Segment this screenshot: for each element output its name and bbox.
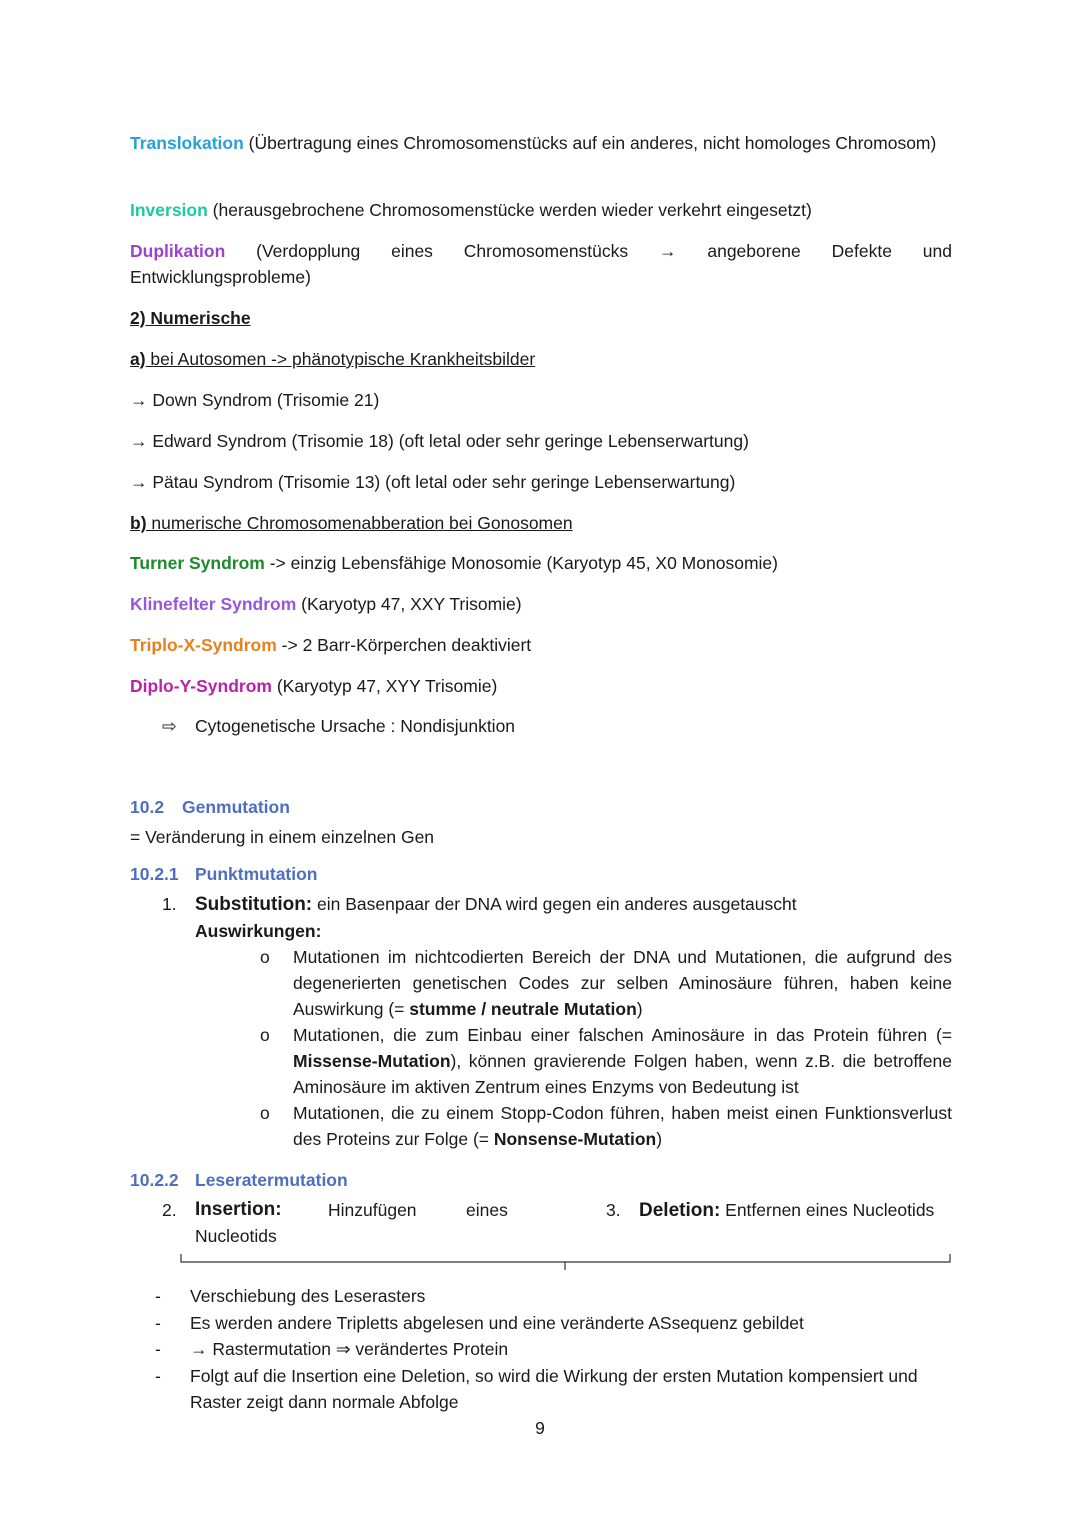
duplikation-paragraph <box>130 238 952 290</box>
cause-line: ⇨ Cytogenetische Ursache : Nondisjunktion <box>162 713 984 739</box>
triplo-item: Triplo-X-Syndrom -> 2 Barr-Körperchen deaktiviert <box>130 635 532 655</box>
inversion-paragraph <box>130 197 952 223</box>
list-item: - Es werden andere Tripletts abgelesen und eine veränderte ASsequenz gebildet <box>155 1312 804 1333</box>
arrow-right-icon: ⇨ <box>162 716 177 736</box>
translokation-text: (Übertragung eines Chromosomenstücks auf ein anderes, nicht homologes Chromosom) <box>243 133 937 153</box>
translokation-term: Translokation <box>130 133 244 153</box>
duplikation-text: (Verdopplung eines Chromosomenstücks → angeborene Defekte und Entwicklungsprobleme) <box>130 241 952 287</box>
leseratermutation-heading: 10.2.2 Leseratermutation <box>130 1170 348 1190</box>
document-page: Translokation (Übertragung eines Chromosomenstücks auf ein anderes, nicht homologes Chromosom) Inversion (herausgebrochene Chromosomenstücke werden wieder verkehrt eingesetzt) Duplikation (Verdopplung eines Chromosomenstücks → angeborene Defekte und Entwicklungsprobleme) 2) Numerische a) bei Autosomen -> phänotypische Krankheitsbilder → Down Syndrom (Trisomie 21) → Edward Syndrom (Trisomie 18) (oft letal oder sehr geringe Lebenserwartung) → Pätau Syndrom (Trisomie 13) (oft letal oder sehr geringe Lebenserwartung) b) numerische Chromosomenabberation bei Gonosomen Turner Syndrom -> einzig Lebensfähige Monosomie (Karyotyp 45, X0 Monosomie) Klinefelter Syndrom (Karyotyp 47, XXY Trisomie) Triplo-X-Syndrom -> 2 Barr-Körperchen deaktiviert Diplo-Y-Syndrom (Karyotyp 47, XYY Trisomie) ⇨ Cytogenetische Ursache : Nondisjunktion 10.2 Genmutation = Veränderung in einem einzelnen Gen 10.2.1 Punktmutation 1. Substitution: ein Basenpaar der DNA wird gegen ein anderes ausgetauscht Auswirkungen: o Mutationen im nichtcodierten Bereich der DNA und Mutationen, die aufgrund des degenerierten genetischen Codes zur selben Aminosäure führen, haben keine Auswirkung (= stumme / neutrale Mutation) o Mutationen, die zum Einbau einer falschen Aminosäure in das Protein führen (= Missense-Mutation), können gravierende Folgen haben, wenn z.B. die betroffene Aminosäure im aktiven Zentrum eines Enzyms von Bedeutung ist o Mutationen, die zu einem Stopp-Codon führen, haben meist einen Funktionsverlust des Proteins zur Folge (= Nonsense-Mutation) 10.2.2 Leseratermutation 2. Insertion: Hinzufügen eines Nucleotids 3. Deletion: Entfernen eines Nucleotids - Verschiebung des Leserasters - Es werden andere Tripletts abgelesen und eine veränderte ASsequenz gebildet - → Rastermutation ⇒ verändertes Protein - Folgt auf die Insertion eine Deletion, so wird die Wirkung der ersten Mutation kompensiert und Raster zeigt dann normale Abfolge 9 <box>0 0 1080 1527</box>
list-item: → Pätau Syndrom (Trisomie 13) (oft letal oder sehr geringe Lebenserwartung) <box>130 472 736 492</box>
inversion-term: Inversion <box>130 200 208 220</box>
klinefelter-item: Klinefelter Syndrom (Karyotyp 47, XXY Trisomie) <box>130 594 522 614</box>
duplikation-term: Duplikation <box>130 241 226 261</box>
list-item: - Verschiebung des Leserasters <box>155 1286 426 1306</box>
turner-item: Turner Syndrom -> einzig Lebensfähige Monosomie (Karyotyp 45, X0 Monosomie) <box>130 553 778 573</box>
list-item: - → Rastermutation ⇒ verändertes Protein <box>155 1339 509 1359</box>
inversion-text: (herausgebrochene Chromosomenstücke werden wieder verkehrt eingesetzt) <box>207 200 812 220</box>
genmutation-definition: = Veränderung in einem einzelnen Gen <box>130 827 435 847</box>
list-item: o Mutationen im nichtcodierten Bereich der DNA und Mutationen, die aufgrund des degenerierten genetischen Codes zur selben Aminosäure führen, haben keine Auswirkung (= stumme / neutrale Mutation) <box>260 947 952 1019</box>
list-item: o Mutationen, die zum Einbau einer falschen Aminosäure in das Protein führen (= Missense-Mutation), können gravierende Folgen haben, wenn z.B. die betroffene Aminosäure im aktiven Zentrum eines Enzyms von Bedeutung ist <box>260 1025 952 1097</box>
list-item: - Folgt auf die Insertion eine Deletion, so wird die Wirkung der ersten Mutation kompensiert und Raster zeigt dann normale Abfolge <box>155 1365 918 1412</box>
gonosomen-heading: b) numerische Chromosomenabberation bei Gonosomen <box>130 513 573 533</box>
substitution-item: 1. Substitution: ein Basenpaar der DNA wird gegen ein anderes ausgetauscht Auswirkungen: o Mutationen im nichtcodierten Bereich der DNA und Mutationen, die aufgrund des degenerierten genetischen Codes zur selben Aminosäure führen, haben keine Auswirkung (= stumme / neutrale Mutation) o Mutationen, die zum Einbau einer falschen Aminosäure in das Protein führen (= Missense-Mutation), können gravierende Folgen haben, wenn z.B. die betroffene Aminosäure im aktiven Zentrum eines Enzyms von Bedeutung ist o Mutationen, die zu einem Stopp-Codon führen, haben meist einen Funktionsverlust des Proteins zur Folge (= Nonsense-Mutation) <box>162 891 952 1152</box>
autosomen-heading: a) bei Autosomen -> phänotypische Krankheitsbilder <box>130 349 536 369</box>
list-item: → Down Syndrom (Trisomie 21) <box>130 390 380 410</box>
list-item: o Mutationen, die zu einem Stopp-Codon führen, haben meist einen Funktionsverlust des Proteins zur Folge (= Nonsense-Mutation) <box>260 1103 952 1149</box>
curly-brace-icon <box>180 1254 952 1272</box>
deletion-item: 3. Deletion: Entfernen eines Nucleotids <box>606 1200 935 1221</box>
diplo-item: Diplo-Y-Syndrom (Karyotyp 47, XYY Trisomie) <box>130 676 498 696</box>
list-item: → Edward Syndrom (Trisomie 18) (oft letal oder sehr geringe Lebenserwartung) <box>130 431 749 451</box>
genmutation-heading: 10.2 Genmutation <box>130 797 290 817</box>
effects-label: Auswirkungen: <box>195 921 322 941</box>
consequence-list <box>155 1283 965 1416</box>
translokation-paragraph <box>130 130 952 156</box>
numerische-heading: 2) Numerische <box>130 308 251 328</box>
punktmutation-heading: 10.2.1 Punktmutation <box>130 864 318 884</box>
page-number: 9 <box>535 1418 545 1438</box>
